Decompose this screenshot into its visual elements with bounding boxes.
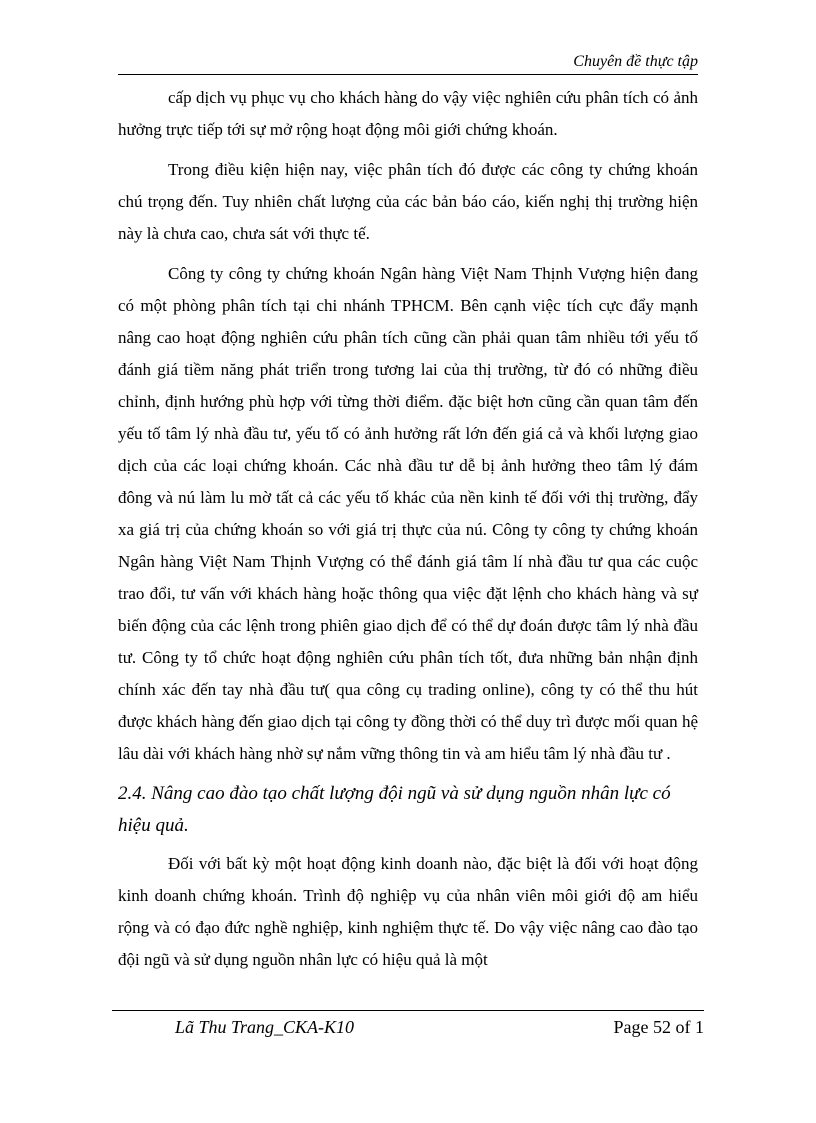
section-heading: 2.4. Nâng cao đào tạo chất lượng đội ngũ và sử dụng nguồn nhân lực có hiệu quả. bbox=[118, 783, 671, 836]
document-body bbox=[118, 82, 698, 984]
header-divider bbox=[118, 74, 698, 75]
page-number: Page 52 of 1 bbox=[613, 1017, 704, 1037]
footer-author: Lã Thu Trang_CKA-K10 bbox=[175, 1017, 355, 1037]
footer-divider bbox=[112, 1010, 704, 1011]
body-paragraph: Đối với bất kỳ một hoạt động kinh doanh nào, đặc biệt là đối với hoạt động kinh doanh chứng khoán. Trình độ nghiệp vụ của nhân viên môi giới độ am hiểu rộng và có đạo đức nghề nghiệp, kinh nghiệm thực tế. Do vậy việc nâng cao đào tạo đội ngũ và sử dụng nguồn nhân lực có hiệu quả là một bbox=[118, 854, 698, 969]
body-paragraph: cấp dịch vụ phục vụ cho khách hàng do vậy việc nghiên cứu phân tích có ảnh hưởng trực tiếp tới sự mở rộng hoạt động môi giới chứng khoán. bbox=[118, 88, 698, 139]
page-header-title: Chuyên đề thực tập bbox=[573, 53, 698, 70]
body-paragraph: Trong điều kiện hiện nay, việc phân tích đó được các công ty chứng khoán chú trọng đến. Tuy nhiên chất lượng của các bản báo cáo, kiến nghị thị trường hiện này là chưa cao, chưa sát với thực tế. bbox=[118, 160, 698, 243]
body-paragraph: Công ty công ty chứng khoán Ngân hàng Việt Nam Thịnh Vượng hiện đang có một phòng phân tích tại chi nhánh TPHCM. Bên cạnh việc tích cực đẩy mạnh nâng cao hoạt động nghiên cứu phân tích cũng cần phải quan tâm nhiều tới yếu tố đánh giá tiềm năng phát triển trong tương lai của thị trường, từ đó có những điều chỉnh, định hướng phù hợp với từng thời điểm. đặc biệt hơn cũng cần quan tâm đến yếu tố tâm lý nhà đầu tư, yếu tố có ảnh hưởng rất lớn đến giá cả và khối lượng giao dịch của các loại chứng khoán. Các nhà đầu tư dễ bị ảnh hưởng theo tâm lý đám đông và nú làm lu mờ tất cả các yếu tố khác của nền kinh tế đối với thị trường, đẩy xa giá trị của chứng khoán so với giá trị thực của nú. Công ty công ty chứng khoán Ngân hàng Việt Nam Thịnh Vượng có thể đánh giá tâm lí nhà đầu tư qua các cuộc trao đổi, tư vấn với khách hàng hoặc thông qua việc đặt lệnh cho khách hàng và sự biến động của các lệnh trong phiên giao dịch để có thể dự đoán được tâm lý nhà đầu tư. Công ty tổ chức hoạt động nghiên cứu phân tích tốt, đưa những bản nhận định chính xác đến tay nhà đầu tư( qua công cụ trading online), công ty có thể thu hút được khách hàng đến giao dịch tại công ty đồng thời có thể duy trì được mối quan hệ lâu dài với khách hàng nhờ sự nắm vững thông tin và am hiểu tâm lý nhà đầu tư . bbox=[118, 264, 698, 763]
